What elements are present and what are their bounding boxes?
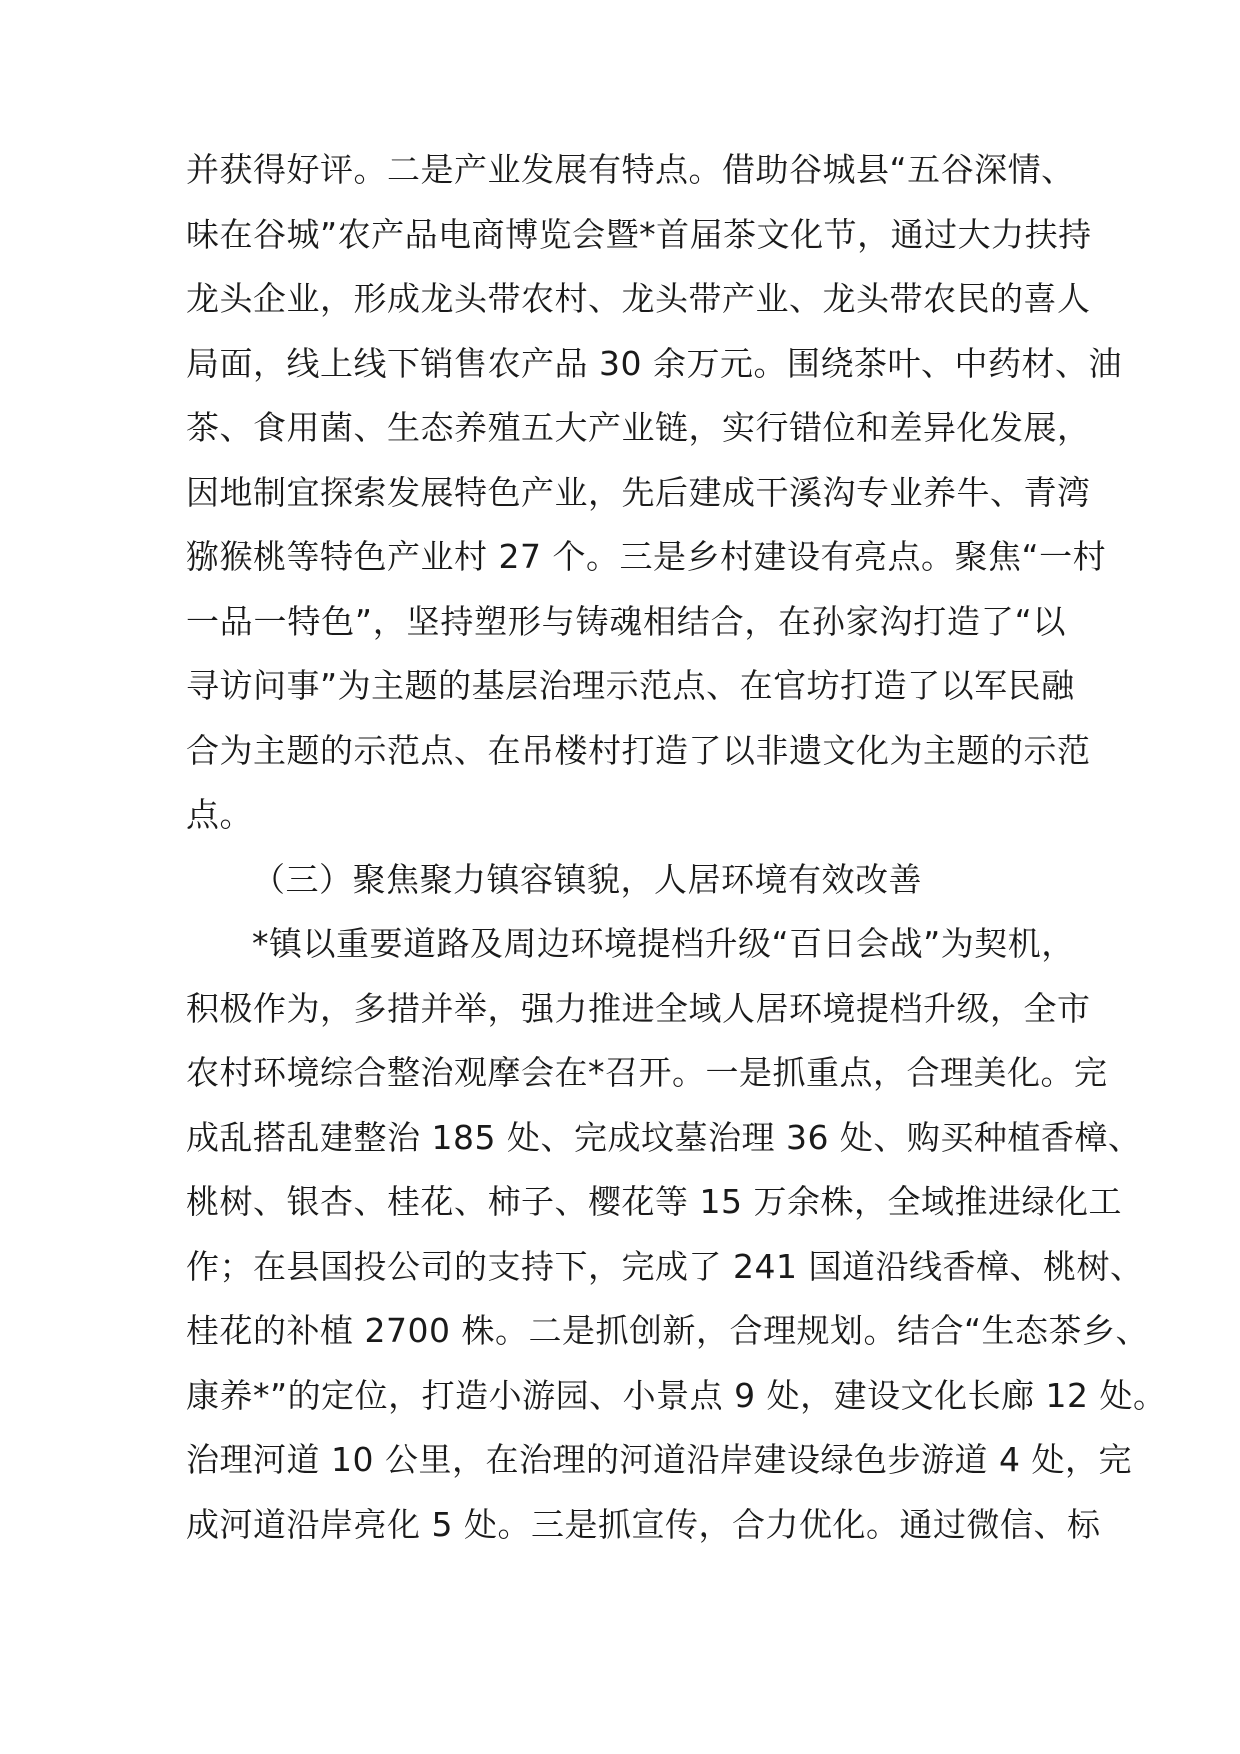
document-body [186, 138, 1167, 1557]
paragraph-2-line: 作；在县国投公司的支持下，完成了 241 国道沿线香樟、桃树、 [186, 1246, 1144, 1286]
paragraph-2-line: 治理河道 10 公里，在治理的河道沿岸建设绿色步游道 4 处，完 [186, 1440, 1132, 1479]
section-heading: （三）聚焦聚力镇容镇貌，人居环境有效改善 [252, 859, 922, 899]
paragraph-1-line: 点。 [186, 795, 253, 834]
paragraph-2-line: 积极作为，多措并举，强力推进全域人居环境提档升级，全市 [186, 988, 1091, 1028]
paragraph-2-line: 桃树、银杏、桂花、柿子、樱花等 15 万余株，全域推进绿化工 [186, 1182, 1122, 1221]
paragraph-2-line: 桂花的补植 2700 株。二是抓创新，合理规划。结合“生态茶乡、 [186, 1311, 1150, 1350]
paragraph-1-line: 寻访问事”为主题的基层治理示范点、在官坊打造了以军民融 [186, 666, 1075, 705]
paragraph-2-line: *镇以重要道路及周边环境提档升级“百日会战”为契机， [252, 924, 1075, 963]
paragraph-2-line: 农村环境综合整治观摩会在*召开。一是抓重点，合理美化。完 [186, 1053, 1108, 1092]
paragraph-2-line: 成河道沿岸亮化 5 处。三是抓宣传，合力优化。通过微信、标 [186, 1504, 1101, 1544]
paragraph-2-line: 成乱搭乱建整治 185 处、完成坟墓治理 36 处、购买种植香樟、 [186, 1117, 1142, 1157]
paragraph-1-line: 并获得好评。二是产业发展有特点。借助谷城县“五谷深情、 [186, 150, 1075, 189]
paragraph-2-line: 康养*”的定位，打造小游园、小景点 9 处，建设文化长廊 12 处。 [186, 1375, 1167, 1415]
paragraph-1-line: 一品一特色”，坚持塑形与铸魂相结合，在孙家沟打造了“以 [186, 601, 1066, 641]
paragraph-1-line: 猕猴桃等特色产业村 27 个。三是乡村建设有亮点。聚焦“一村 [186, 537, 1107, 576]
paragraph-1-line: 茶、食用菌、生态养殖五大产业链，实行错位和差异化发展， [186, 408, 1091, 447]
paragraph-1-line: 龙头企业，形成龙头带农村、龙头带产业、龙头带农民的喜人 [186, 279, 1091, 318]
paragraph-1-line: 味在谷城”农产品电商博览会暨*首届茶文化节，通过大力扶持 [186, 214, 1092, 254]
paragraph-1-line: 局面，线上线下销售农产品 30 余万元。围绕茶叶、中药材、油 [186, 343, 1122, 383]
paragraph-1-line: 因地制宜探索发展特色产业，先后建成干溪沟专业养牛、青湾 [186, 472, 1091, 512]
paragraph-1-line: 合为主题的示范点、在吊楼村打造了以非遗文化为主题的示范 [186, 730, 1091, 770]
